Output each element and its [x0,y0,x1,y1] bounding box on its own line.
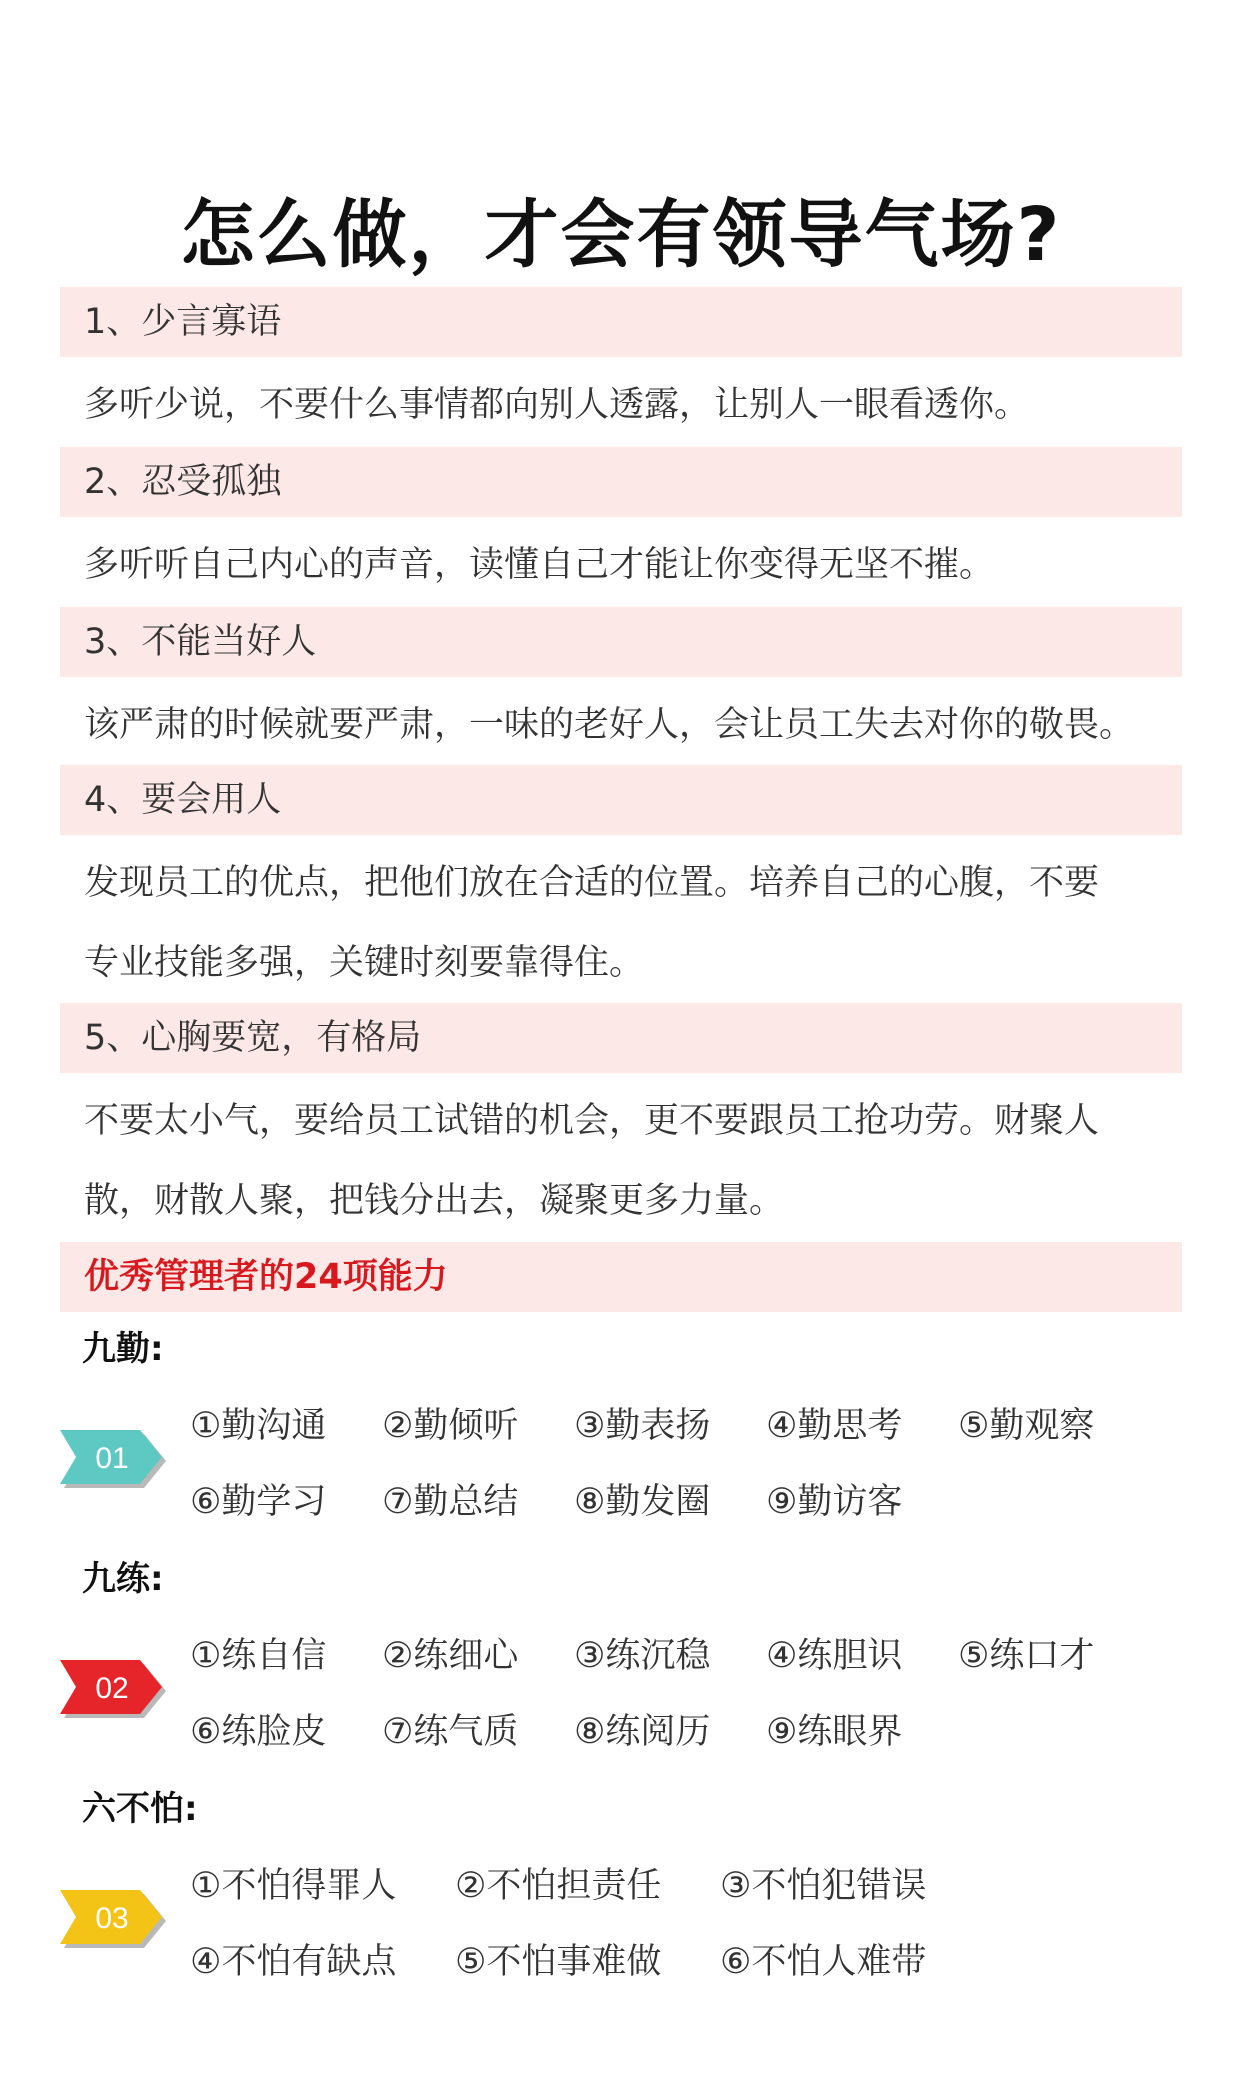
ability-item: ④勤思考 [766,1406,903,1446]
ability-item: ②勤倾听 [382,1406,519,1446]
section-heading-5: 5、心胸要宽，有格局 [60,1003,1182,1073]
badge-arrow-02 [60,1654,170,1726]
section-body-1 [84,365,1184,445]
abilities-heading: 优秀管理者的24项能力 [60,1242,1182,1312]
ability-item: ①练自信 [190,1636,327,1676]
ability-item: ①不怕得罪人 [190,1866,397,1906]
ability-item: ③练沉稳 [574,1636,711,1676]
ability-item: ①勤沟通 [190,1406,327,1446]
arrow-icon [60,1884,170,1956]
ability-item: ⑦练气质 [382,1712,519,1752]
ability-item: ②练细心 [382,1636,519,1676]
badge-arrow-01 [60,1424,170,1496]
group-title-1: 九勤: [82,1329,164,1369]
section-heading-4: 4、要会用人 [60,765,1182,835]
ability-item: ⑤不怕事难做 [455,1942,662,1982]
section-body-line: 多听少说，不要什么事情都向别人透露，让别人一眼看透你。 [84,385,1030,425]
badge-number: 03 [95,1902,129,1935]
section-body-line: 多听听自己内心的声音，读懂自己才能让你变得无坚不摧。 [84,545,995,585]
ability-item: ⑤勤观察 [958,1406,1095,1446]
ability-list-1 [190,1388,1190,1540]
ability-item: ③勤表扬 [574,1406,711,1446]
ability-item: ⑥不怕人难带 [720,1942,927,1982]
arrow-icon [60,1654,170,1726]
section-body-line: 专业技能多强，关键时刻要靠得住。 [84,943,645,983]
ability-item: ⑥勤学习 [190,1482,327,1522]
badge-number: 02 [95,1672,129,1705]
section-heading-2: 2、忍受孤独 [60,447,1182,517]
ability-item: ⑧勤发圈 [574,1482,711,1522]
section-body-5 [84,1081,1184,1241]
section-heading-3: 3、不能当好人 [60,607,1182,677]
ability-item: ⑥练脸皮 [190,1712,327,1752]
section-body-2 [84,525,1184,605]
section-body-4 [84,843,1184,1003]
ability-item: ④不怕有缺点 [190,1942,397,1982]
section-heading-1: 1、少言寡语 [60,287,1182,357]
ability-item: ⑨练眼界 [766,1712,903,1752]
ability-item: ⑨勤访客 [766,1482,903,1522]
arrow-icon [60,1424,170,1496]
ability-item: ⑧练阅历 [574,1712,711,1752]
badge-arrow-03 [60,1884,170,1956]
section-body-line: 不要太小气，要给员工试错的机会，更不要跟员工抢功劳。财聚人 [84,1101,1100,1141]
section-body-3 [84,685,1184,765]
ability-list-2 [190,1618,1190,1770]
ability-item: ④练胆识 [766,1636,903,1676]
ability-item: ②不怕担责任 [455,1866,662,1906]
ability-item: ⑦勤总结 [382,1482,519,1522]
group-title-3: 六不怕: [82,1789,198,1829]
badge-number: 01 [95,1442,129,1475]
section-body-line: 该严肃的时候就要严肃，一味的老好人，会让员工失去对你的敬畏。 [84,705,1135,745]
section-body-line: 散，财散人聚，把钱分出去，凝聚更多力量。 [84,1181,785,1221]
ability-list-3 [190,1848,1190,2000]
ability-item: ⑤练口才 [958,1636,1095,1676]
page-title: 怎么做，才会有领导气场? [180,192,1062,278]
section-body-line: 发现员工的优点，把他们放在合适的位置。培养自己的心腹，不要 [84,863,1100,903]
ability-item: ③不怕犯错误 [720,1866,927,1906]
group-title-2: 九练: [82,1559,164,1599]
